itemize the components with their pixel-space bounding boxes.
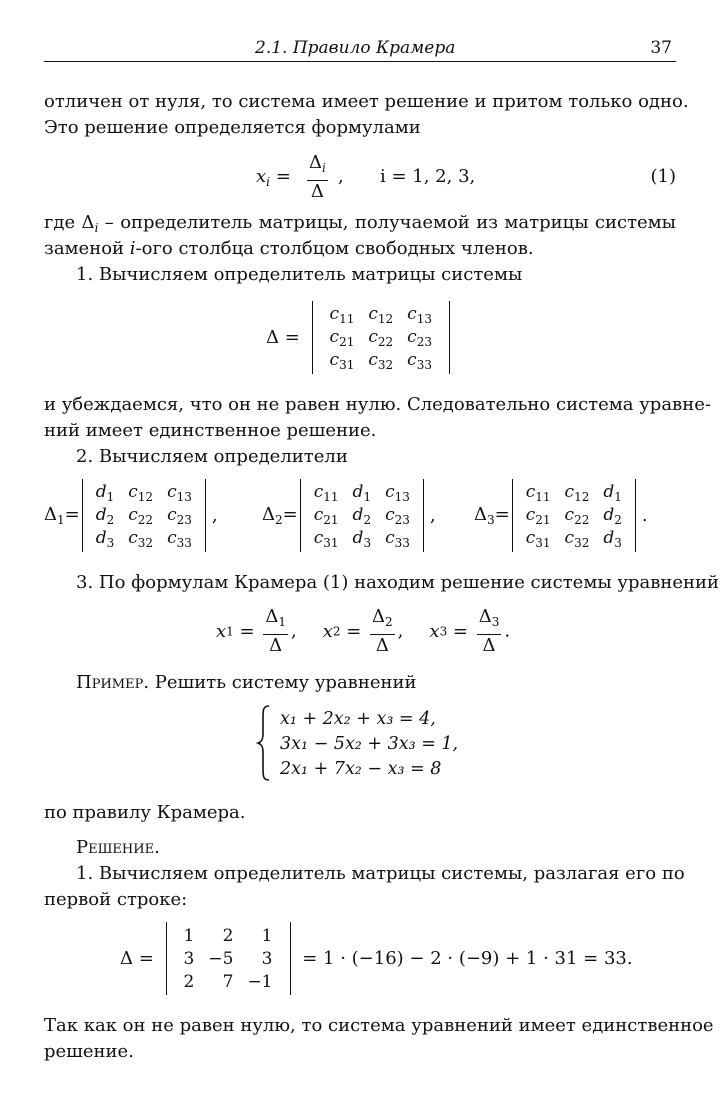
matrix-cell: $d_3$: [603, 527, 622, 550]
paragraph-line: ний имеет единственное решение.: [44, 420, 377, 441]
matrix-cell: 2: [222, 925, 234, 946]
matrix-cell: $c_{12}$: [368, 303, 394, 326]
matrix-row: [307, 481, 417, 504]
solution-step-1: 1. Вычисляем определитель матрицы системы, разлагая его по: [76, 863, 685, 884]
matrix-cell: $c_{22}$: [128, 504, 154, 527]
matrix-cell: $c_{12}$: [564, 481, 590, 504]
matrix-cell: −5: [208, 948, 234, 969]
matrix-cell: $c_{22}$: [368, 326, 394, 349]
system-equation: x₁ + 2x₂ + x₃ = 4,: [280, 708, 436, 729]
matrix-cell: $c_{21}$: [525, 504, 551, 527]
matrix-cell: $c_{11}$: [525, 481, 551, 504]
matrix-cell: $d_3$: [352, 527, 372, 550]
eq1-number: (1): [650, 166, 676, 187]
paragraph-line: Так как он не равен нулю, то система уравнений имеет единственное: [44, 1015, 714, 1036]
matrix-cell: $c_{12}$: [128, 481, 154, 504]
matrix-cell: $c_{22}$: [564, 504, 590, 527]
matrix-cell: $c_{23}$: [167, 504, 192, 527]
paragraph-line: где $\Delta_i$ – определитель матрицы, получаемой из матрицы системы: [44, 212, 677, 235]
matrix-cell: $c_{32}$: [128, 527, 154, 550]
det-matrix: [300, 479, 424, 552]
matrix-cell: $d_2$: [352, 504, 372, 527]
matrix-row: [519, 504, 629, 527]
matrix-cell: 3: [261, 948, 273, 969]
equation-1: $x_i$ = $\frac{\Delta_i}{\Delta}$ , i = 1, 2, 3, (1): [256, 152, 676, 202]
matrix-cell: 3: [183, 948, 195, 969]
det-matrix: [82, 479, 206, 552]
numeric-det-matrix: [166, 922, 291, 995]
paragraph-line: и убеждаемся, что он не равен нулю. Следовательно система уравне-: [44, 394, 711, 415]
matrix-cell: $c_{32}$: [368, 349, 394, 372]
det-label: $\Delta_2=$: [262, 504, 298, 527]
eq1-fraction: $\frac{\Delta_i}{\Delta}$: [309, 152, 326, 202]
paragraph-line: первой строке:: [44, 889, 188, 910]
matrix-cell: $c_{13}$: [385, 481, 410, 504]
matrix-cell: 7: [222, 971, 234, 992]
solution-heading: Решение.: [76, 837, 160, 858]
paragraph-line: Это решение определяется формулами: [44, 117, 421, 138]
matrix-cell: $c_{21}$: [329, 326, 355, 349]
matrix-cell: $d_1$: [352, 481, 372, 504]
matrix-cell: −1: [247, 971, 273, 992]
matrix-cell: $c_{33}$: [407, 349, 432, 372]
matrix-row: [177, 924, 280, 947]
solution-3: x3 = $\frac{\Delta_3}{\Delta}$ .: [429, 606, 511, 656]
matrix-cell: $c_{31}$: [329, 349, 355, 372]
paragraph-line: решение.: [44, 1041, 134, 1062]
matrix-cell: $d_2$: [95, 504, 115, 527]
matrix-row: [177, 970, 280, 993]
delta-2-determinant: $\Delta_2=$ $c_{11}$ $d_1$ $c_{13}$ $c_{21}$ $d_2$ $c_{23}$ $c_{31}$ $d_3$ $c_{33}$ ,: [262, 479, 436, 552]
eq1-lhs: $x_i$ =: [256, 166, 291, 189]
left-brace-icon: [256, 704, 272, 782]
matrix-row: [307, 527, 417, 550]
header-rule: [44, 61, 676, 62]
main-determinant: [266, 301, 450, 374]
matrix-cell: $c_{11}$: [313, 481, 339, 504]
solution-1: x1 = $\frac{\Delta_1}{\Delta}$ ,: [216, 606, 297, 656]
matrix-row: [307, 504, 417, 527]
matrix-row: [519, 481, 629, 504]
matrix-cell: $d_3$: [95, 527, 115, 550]
example-label: Пример.: [76, 672, 150, 693]
matrix-row: [323, 326, 439, 349]
system-equation: 2x₁ + 7x₂ − x₃ = 8: [280, 758, 442, 779]
eq1-range: i = 1, 2, 3,: [380, 166, 476, 187]
section-title: 2.1. Правило Крамера: [255, 38, 456, 58]
step-1: 1. Вычисляем определитель матрицы системы: [76, 264, 523, 285]
paragraph-line: отличен от нуля, то система имеет решение и притом только одно.: [44, 91, 689, 112]
matrix-cell: $c_{23}$: [407, 326, 432, 349]
matrix-row: [323, 303, 439, 326]
matrix-cell: $c_{11}$: [329, 303, 355, 326]
matrix-cell: 1: [261, 925, 273, 946]
matrix-row: [519, 527, 629, 550]
matrix-cell: $c_{31}$: [525, 527, 551, 550]
paragraph-line: заменой i-ого столбца столбцом свободных членов.: [44, 238, 534, 259]
matrix-cell: $c_{33}$: [167, 527, 192, 550]
delta-1-determinant: $\Delta_1=$ $d_1$ $c_{12}$ $c_{13}$ $d_2$ $c_{22}$ $c_{23}$ $d_3$ $c_{32}$ $c_{33}$ ,: [44, 479, 218, 552]
matrix-cell: $d_1$: [603, 481, 622, 504]
paragraph-line: по правилу Крамера.: [44, 802, 246, 823]
matrix-cell: $d_1$: [95, 481, 115, 504]
det-label: $\Delta_1=$: [44, 504, 80, 527]
matrix-row: [89, 504, 199, 527]
matrix-row: [177, 947, 280, 970]
matrix-cell: $d_2$: [603, 504, 622, 527]
step-2: 2. Вычисляем определители: [76, 446, 348, 467]
page-number: 37: [650, 38, 672, 58]
matrix-cell: $c_{31}$: [313, 527, 339, 550]
solution-formulas: [216, 606, 536, 658]
numeric-determinant: Δ = 1 2 1 3 −5 3 2 7 −1 = 1 · (−16) − 2 · (−9) + 1 · 31 = 33.: [120, 922, 633, 995]
system-equation: 3x₁ − 5x₂ + 3x₃ = 1,: [280, 733, 459, 754]
matrix-cell: $c_{13}$: [407, 303, 432, 326]
example-heading: Пример. Решить систему уравнений: [76, 672, 417, 693]
matrix-row: [89, 527, 199, 550]
matrix-cell: 1: [183, 925, 195, 946]
main-det-matrix: [312, 301, 450, 374]
det-label: $\Delta_3=$: [474, 504, 510, 527]
running-header: [44, 36, 676, 62]
matrix-cell: $c_{33}$: [385, 527, 410, 550]
matrix-cell: $c_{23}$: [385, 504, 410, 527]
det-expansion: = 1 · (−16) − 2 · (−9) + 1 · 31 = 33.: [302, 948, 633, 969]
cramer-determinants: [44, 479, 684, 555]
main-det-label: Δ =: [266, 327, 300, 348]
matrix-cell: $c_{13}$: [167, 481, 192, 504]
matrix-cell: 2: [183, 971, 195, 992]
step-3: 3. По формулам Крамера (1) находим решение системы уравнений: [76, 572, 719, 593]
solution-2: x2 = $\frac{\Delta_2}{\Delta}$ ,: [322, 606, 404, 656]
matrix-row: [323, 349, 439, 372]
delta-3-determinant: $\Delta_3=$ $c_{11}$ $c_{12}$ $d_1$ $c_{21}$ $c_{22}$ $d_2$ $c_{31}$ $c_{32}$ $d_3$ .: [474, 479, 648, 552]
matrix-cell: $c_{21}$: [313, 504, 339, 527]
matrix-row: [89, 481, 199, 504]
det-matrix: [512, 479, 636, 552]
matrix-cell: $c_{32}$: [564, 527, 590, 550]
